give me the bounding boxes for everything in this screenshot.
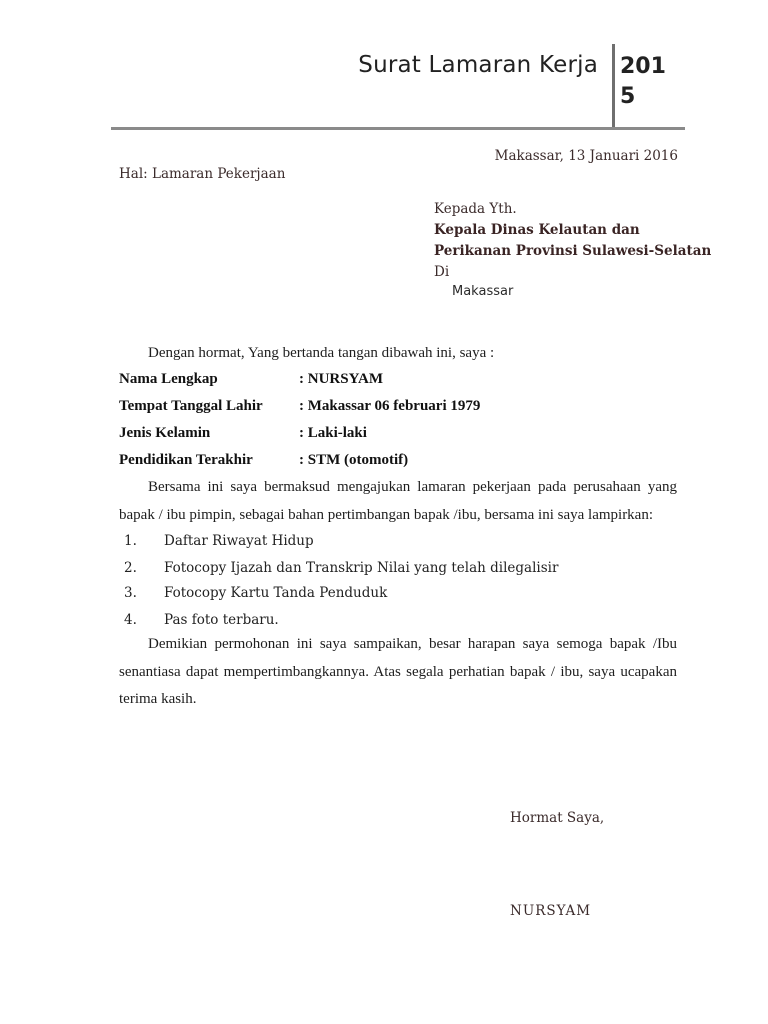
recipient-salutation: Kepada Yth. — [434, 201, 517, 217]
attachment-number: 3. — [124, 585, 137, 601]
greeting-line: Dengan hormat, Yang bertanda tangan dibawah ini, saya : — [148, 345, 495, 361]
field-label-nama: Nama Lengkap — [119, 371, 218, 387]
signature-name: NURSYAM — [510, 903, 592, 919]
attachment-item: Pas foto terbaru. — [164, 612, 279, 628]
field-value-education: : STM (otomotif) — [299, 452, 409, 468]
closing-salutation: Hormat Saya, — [510, 810, 605, 826]
header-divider-horizontal — [111, 127, 685, 130]
attachment-item: Fotocopy Kartu Tanda Penduduk — [164, 585, 388, 601]
header-year-line2: 5 — [620, 84, 636, 109]
recipient-city: Makassar — [452, 284, 514, 299]
recipient-name-line1: Kepala Dinas Kelautan dan — [434, 222, 640, 238]
header-year-line1: 201 — [620, 54, 666, 79]
attachment-item: Daftar Riwayat Hidup — [164, 533, 314, 549]
field-value-nama: : NURSYAM — [299, 371, 384, 387]
field-label-ttl: Tempat Tanggal Lahir — [119, 398, 263, 414]
field-label-education: Pendidikan Terakhir — [119, 452, 253, 468]
closing-paragraph: Demikian permohonan ini saya sampaikan, besar harapan saya semoga bapak /Ibu senantiasa dapat mempertimbangkannya. Atas segala perhatian bapak / ibu, saya ucapakan terima kasih. — [119, 636, 677, 707]
header-year — [620, 52, 680, 112]
field-value-ttl: : Makassar 06 februari 1979 — [299, 398, 481, 414]
letter-date: Makassar, 13 Januari 2016 — [494, 148, 678, 164]
letter-subject: Hal: Lamaran Pekerjaan — [119, 166, 286, 182]
recipient-name-line2: Perikanan Provinsi Sulawesi-Selatan — [434, 243, 712, 259]
attachment-number: 2. — [124, 560, 137, 576]
header-divider-vertical — [612, 44, 615, 128]
intro-paragraph: Bersama ini saya bermaksud mengajukan lamaran pekerjaan pada perusahaan yang bapak / ibu pimpin, sebagai bahan pertimbangan bapak /ibu, bersama ini saya lampirkan: — [119, 479, 677, 523]
document-title: Surat Lamaran Kerja — [358, 52, 598, 78]
recipient-at: Di — [434, 264, 450, 280]
attachment-item: Fotocopy Ijazah dan Transkrip Nilai yang telah dilegalisir — [164, 560, 559, 576]
field-value-gender: : Laki-laki — [299, 425, 367, 441]
attachment-number: 4. — [124, 612, 137, 628]
attachment-number: 1. — [124, 533, 137, 549]
field-label-gender: Jenis Kelamin — [119, 425, 211, 441]
